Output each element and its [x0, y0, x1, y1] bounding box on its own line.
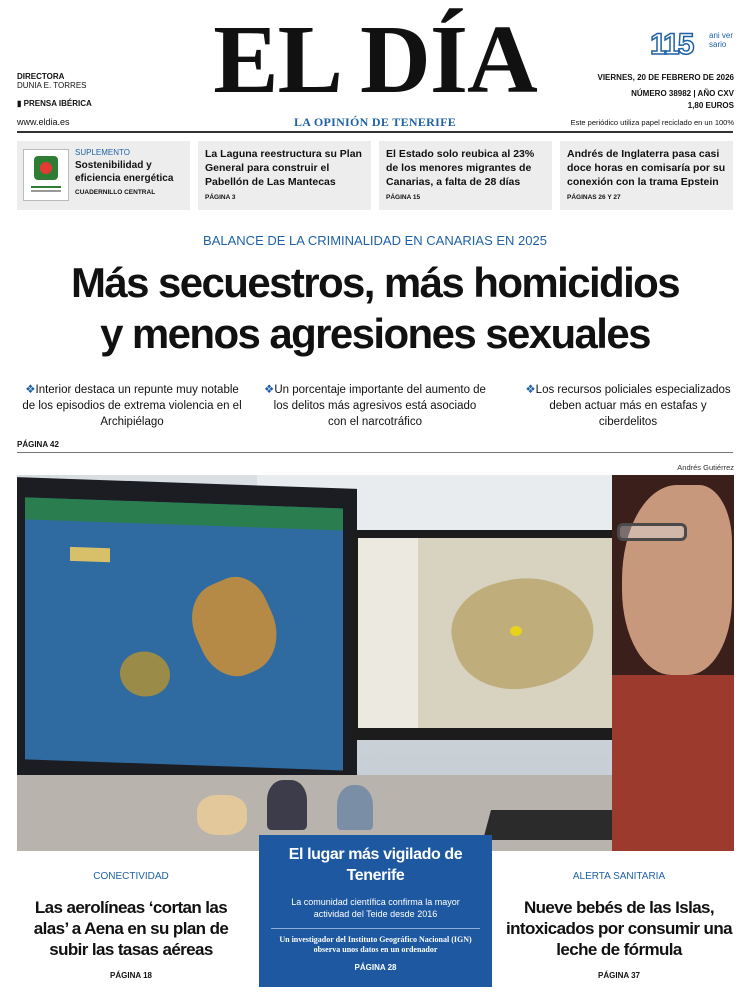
bullet-text: Un porcentaje importante del aumento de los delitos más agresivos está asociado con el narcotráfico: [273, 384, 486, 428]
diamond-bullet-icon: ❖: [264, 384, 275, 396]
keyboard: [483, 810, 631, 840]
feature-summary: La comunidad científica confirma la mayor actividad del Teide desde 2016: [291, 897, 460, 919]
teaser-page: CUADERNILLO CENTRAL: [75, 189, 156, 196]
supplement-cover-image: [23, 149, 69, 201]
director-name: DUNIA E. TORRES: [17, 81, 87, 90]
newspaper-title: EL DÍA: [213, 6, 537, 114]
main-kicker: BALANCE DE LA CRIMINALIDAD EN CANARIAS EN 2025: [203, 233, 547, 248]
anniversary-text: ani ver sario: [709, 31, 734, 49]
teaser-page: PÁGINA 3: [205, 194, 236, 201]
anniversary-number: 115: [650, 28, 693, 61]
issue-price: 1,80 EUROS: [687, 101, 734, 110]
person: [612, 475, 734, 851]
meta-divider: |: [693, 89, 698, 98]
story-headline[interactable]: Nueve bebés de las Islas, intoxicados por consumir una leche de fórmula: [506, 898, 732, 959]
teaser-page: PÁGINAS 26 Y 27: [567, 194, 621, 201]
figurine: [337, 785, 373, 830]
middle-monitor: [352, 530, 637, 740]
website-link[interactable]: www.eldia.es: [17, 117, 70, 127]
main-photo: [17, 475, 734, 851]
feature-divider: [271, 928, 480, 929]
publisher-icon: ▮: [17, 99, 24, 108]
teaser-title: Sostenibilidad y eficiencia energética: [75, 160, 174, 184]
teaser-supplement[interactable]: [17, 141, 190, 210]
recycle-icon: [34, 156, 58, 180]
main-divider: [17, 452, 733, 453]
teaser-andres[interactable]: [560, 141, 733, 210]
story-page: PÁGINA 18: [110, 971, 152, 980]
feature-headline: El lugar más vigilado de Tenerife: [288, 846, 463, 884]
figurine: [267, 780, 307, 830]
photo-credit: Andrés Gutiérrez: [677, 463, 734, 472]
main-bullet: [22, 382, 242, 430]
figurine: [197, 795, 247, 835]
issue-meta: [631, 89, 734, 98]
supplement-label: SUPLEMENTO: [75, 148, 130, 157]
teaser-la-laguna[interactable]: [198, 141, 371, 210]
issue-number: NÚMERO 38982: [631, 89, 692, 98]
left-monitor: [17, 477, 357, 789]
publisher-name: PRENSA IBÉRICA: [23, 99, 92, 108]
main-bullet: [264, 382, 486, 430]
diamond-bullet-icon: ❖: [25, 384, 36, 396]
teaser-title: La Laguna reestructura su Plan General para construir el Pabellón de Las Mantecas: [205, 148, 362, 188]
bullet-text: Los recursos policiales especializados deben actuar más en estafas y ciberdelitos: [535, 384, 731, 428]
paper-note: Este periódico utiliza papel reciclado en un 100%: [570, 118, 734, 127]
teaser-title: Andrés de Inglaterra pasa casi doce horas en comisaría por su conexión con la trama Epstein: [567, 148, 726, 188]
header-divider: [17, 131, 733, 133]
teaser-page: PÁGINA 15: [386, 194, 421, 201]
feature-caption: Un investigador del Instituto Geográfico Nacional (IGN) observa unos datos en un ordenador: [279, 935, 472, 954]
feature-page: PÁGINA 28: [354, 963, 397, 972]
main-headline-line2[interactable]: y menos agresiones sexuales: [100, 310, 650, 357]
main-page-ref: PÁGINA 42: [17, 440, 59, 449]
issue-date: VIERNES, 20 DE FEBRERO DE 2026: [597, 73, 734, 82]
diamond-bullet-icon: ❖: [525, 384, 536, 396]
director-label: DIRECTORA: [17, 72, 65, 81]
story-page: PÁGINA 37: [598, 971, 640, 980]
main-headline-line1[interactable]: Más secuestros, más homicidios: [71, 259, 679, 306]
teaser-title: El Estado solo reubica al 23% de los menores migrantes de Canarias, a falta de 28 días: [386, 148, 535, 188]
bullet-text: Interior destaca un repunte muy notable de los episodios de extrema violencia en el Archipiélago: [22, 384, 242, 428]
story-headline[interactable]: Las aerolíneas ‘cortan las alas’ a Aena en su plan de subir las tasas aéreas: [33, 898, 229, 959]
teaser-migrantes[interactable]: [379, 141, 552, 210]
story-kicker: ALERTA SANITARIA: [572, 871, 666, 882]
issue-year: AÑO CXV: [697, 89, 734, 98]
story-kicker: CONECTIVIDAD: [93, 871, 169, 882]
anniversary-logo: [650, 28, 740, 64]
newspaper-subtitle: LA OPINIÓN DE TENERIFE: [293, 115, 457, 129]
feature-box[interactable]: [259, 835, 492, 987]
main-bullet: [522, 382, 734, 430]
